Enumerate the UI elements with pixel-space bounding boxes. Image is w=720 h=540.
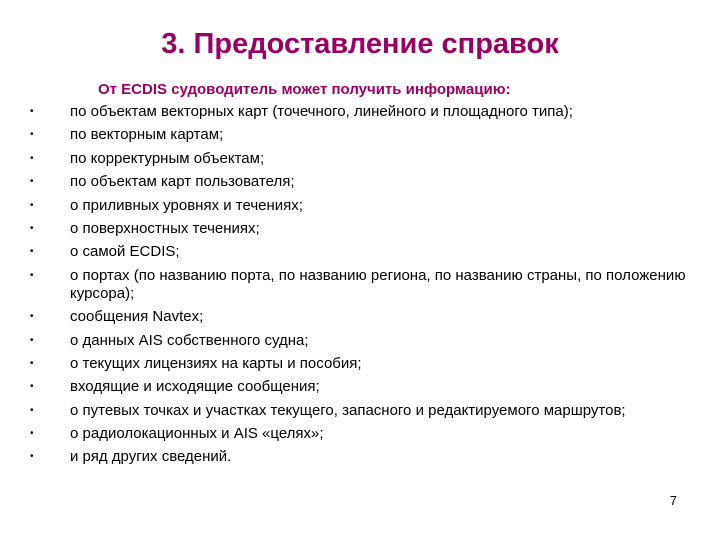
list-item-text: о радиолокационных и AIS «целях»; <box>70 425 324 443</box>
list-item <box>30 243 710 261</box>
bullet-icon: • <box>30 428 34 440</box>
bullet-icon: • <box>30 451 34 463</box>
list-item-text: о портах (по названию порта, по названию региона, по названию страны, по положению курсора); <box>70 266 686 302</box>
bullet-icon: • <box>30 246 34 258</box>
slide-title: 3. Предоставление справок <box>161 28 559 60</box>
bullet-icon: • <box>30 269 34 281</box>
bullet-icon: • <box>30 129 34 141</box>
list-item-text: и ряд других сведений. <box>70 448 232 466</box>
list-item <box>30 173 710 191</box>
list-item-text: о приливных уровнях и течениях; <box>70 196 303 214</box>
list-item <box>30 425 710 443</box>
bullet-list <box>30 103 710 472</box>
list-item <box>30 126 710 144</box>
list-item <box>30 220 710 238</box>
list-item <box>30 150 710 168</box>
list-item <box>30 308 710 326</box>
bullet-icon: • <box>30 404 34 416</box>
list-item-text: сообщения Navtex; <box>70 308 204 326</box>
list-item <box>30 448 710 466</box>
bullet-icon: • <box>30 152 34 164</box>
list-item-text: о поверхностных течениях; <box>70 219 260 237</box>
list-item-text: по объектам карт пользователя; <box>70 173 295 191</box>
list-item <box>30 103 710 121</box>
list-item-text: по объектам векторных карт (точечного, линейного и площадного типа); <box>70 103 573 120</box>
list-item <box>30 197 710 215</box>
list-item-text: по векторным картам; <box>70 126 224 144</box>
list-item-text: по корректурным объектам; <box>70 149 265 167</box>
list-item-text: входящие и исходящие сообщения; <box>70 378 320 396</box>
list-item-text: о данных AIS собственного судна; <box>70 331 309 349</box>
bullet-icon: • <box>30 334 34 346</box>
bullet-icon: • <box>30 357 34 369</box>
bullet-icon: • <box>30 311 34 323</box>
list-item <box>30 355 710 373</box>
list-item <box>30 332 710 350</box>
bullet-icon: • <box>30 381 34 393</box>
list-item-text: о путевых точках и участках текущего, запасного и редактируемого маршрутов; <box>70 401 626 419</box>
list-item-text: о самой ECDIS; <box>70 243 180 261</box>
page-number: 7 <box>669 493 677 508</box>
bullet-icon: • <box>30 176 34 188</box>
list-item <box>30 402 710 420</box>
bullet-icon: • <box>30 222 34 234</box>
list-item-text: о текущих лицензиях на карты и пособия; <box>70 354 362 372</box>
intro-text: От ECDIS судоводитель может получить информацию: <box>98 81 511 98</box>
list-item <box>30 267 710 303</box>
list-item <box>30 378 710 396</box>
bullet-icon: • <box>30 199 34 211</box>
bullet-icon: • <box>30 106 34 117</box>
